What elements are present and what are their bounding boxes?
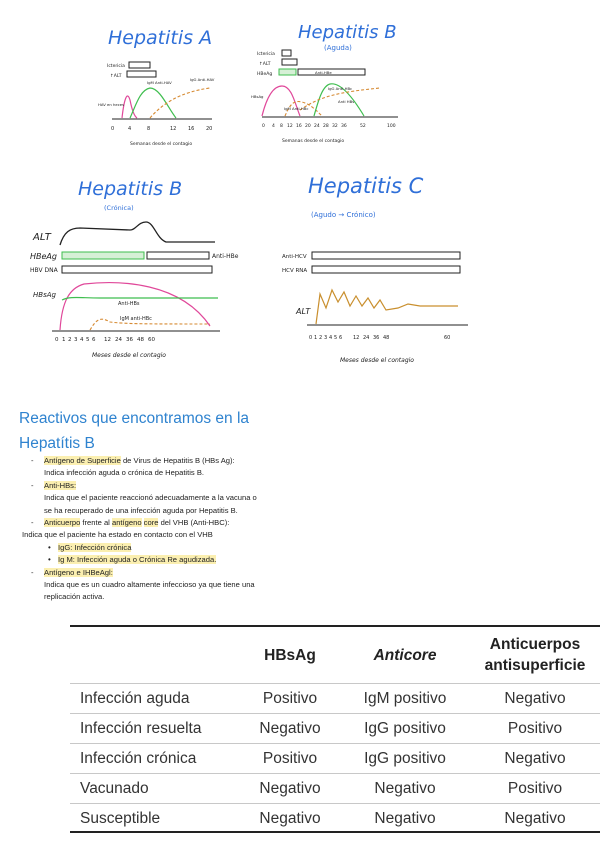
table-cell: Negativo [240, 774, 340, 804]
hep-a-igm-label: IgM Anti-HAV [147, 80, 172, 85]
hep-b-acute-antihbe-label: Anti-HBe [315, 70, 332, 75]
hep-c-antihcv-bar [312, 252, 460, 259]
item-text: del VHB (Anti-HBC): [158, 518, 230, 528]
dash-bullet: - [31, 480, 34, 490]
hep-c-tick-7: 12 [353, 335, 360, 341]
item-description: replicación activa. [44, 592, 105, 602]
hep-c-title: Hepatitis C [308, 174, 424, 198]
hep-b-chronic-igm-label: IgM anti-HBc [120, 316, 152, 322]
highlight: core [143, 518, 159, 528]
hep-b-chronic-antihbe-bar [147, 252, 209, 259]
hep-b-acute-tick-2: 8 [280, 124, 283, 129]
hep-c-tick-4: 4 [329, 335, 333, 341]
hep-c-tick-11: 60 [444, 335, 451, 341]
notes-list [22, 455, 342, 604]
table-cell: Positivo [240, 744, 340, 774]
table-cell: Susceptible [70, 804, 240, 834]
hep-a-tick-0: 0 [111, 126, 115, 132]
table-cell: Positivo [470, 774, 600, 804]
hep-b-acute-subtitle: (Aguda) [324, 44, 352, 52]
hep-a-row-label-1: Ictericia [107, 64, 125, 69]
hep-b-chronic-row-label-4: HBsAg [33, 291, 56, 299]
table-header-cell: HBsAg [264, 646, 316, 664]
hep-a-tick-1: 4 [128, 126, 132, 132]
hep-a-tick-4: 16 [188, 126, 195, 132]
hep-b-chronic-row-label-2: HBeAg [30, 252, 57, 261]
bullet-dot: • [48, 555, 51, 565]
hep-b-chronic-title: Hepatitis B [78, 178, 183, 200]
table-cell: Negativo [340, 804, 470, 834]
hep-b-acute-tick-8: 32 [332, 124, 338, 129]
hep-b-acute-row-label-3: HBeAg [257, 72, 273, 77]
table-cell: Negativo [340, 774, 470, 804]
table-header-cell [70, 627, 240, 684]
table-header-cell: Anticore [373, 646, 437, 664]
hep-b-acute-tick-1: 4 [272, 124, 275, 129]
table-cell: IgM positivo [340, 684, 470, 714]
table-row [70, 684, 600, 714]
sub-list-item [22, 542, 342, 554]
highlight: IgG: Infección crónica [58, 542, 132, 552]
list-item [22, 455, 342, 467]
hep-b-chronic-hbvdna-bar [62, 266, 212, 273]
table-cell: Infección crónica [70, 744, 240, 774]
hep-b-acute-axis-label: Semanas desde el contagio [282, 139, 345, 144]
hep-b-chronic-tick-5: 5 [86, 337, 90, 343]
table-cell: Positivo [470, 714, 600, 744]
list-item [22, 567, 342, 579]
hep-b-acute-hbsag-label: HBsAg [251, 94, 264, 99]
hep-b-acute-icterus-bar [282, 50, 291, 56]
hep-c-tick-10: 48 [383, 335, 390, 341]
hep-b-acute-tick-0: 0 [262, 124, 265, 129]
hep-b-acute-diagram [251, 22, 398, 144]
hep-b-chronic-row-label-3: HBV DNA [30, 267, 58, 274]
hep-b-acute-igm-label: IgM Anti-HBc [284, 106, 309, 111]
table-header-row [70, 627, 600, 684]
hep-c-diagram [282, 174, 468, 364]
hep-b-acute-tick-3: 12 [287, 124, 293, 129]
hep-b-acute-tick-9: 36 [341, 124, 347, 129]
hep-b-acute-antihbs-label: Anti HBs [338, 99, 355, 104]
item-description: Indica infección aguda o crónica de Hepatitis B. [44, 468, 204, 478]
hep-b-chronic-tick-11: 60 [148, 337, 155, 343]
bullet-dot: • [48, 542, 51, 552]
hep-b-chronic-antihbe-label: Anti-HBe [212, 253, 239, 260]
item-text: frente al [80, 518, 112, 528]
table-header-cell: Anticuerpos antisuperficie [484, 636, 586, 674]
hep-c-row-label-2: HCV RNA [282, 268, 308, 274]
hep-a-hav-label: HAV en heces [98, 102, 125, 107]
hep-c-tick-1: 1 [314, 335, 318, 341]
table-cell: IgG positivo [340, 714, 470, 744]
hep-c-alt-curve [316, 290, 458, 324]
hep-c-tick-9: 36 [373, 335, 380, 341]
hep-b-chronic-tick-10: 48 [137, 337, 144, 343]
hep-c-hcvrna-bar [312, 266, 460, 273]
hep-a-tick-2: 8 [147, 126, 151, 132]
hep-c-axis-label: Meses desde el contagio [340, 357, 414, 364]
serology-table [70, 625, 600, 833]
hep-b-chronic-hbeag-bar [62, 252, 144, 259]
hep-b-acute-row-label-1: Ictericia [257, 52, 275, 57]
hep-b-chronic-tick-3: 3 [74, 337, 78, 343]
table-cell: Positivo [240, 684, 340, 714]
hep-a-tick-3: 12 [170, 126, 177, 132]
hep-b-chronic-tick-0: 0 [55, 337, 59, 343]
highlight: Anticuerpo [44, 518, 81, 528]
hep-c-tick-8: 24 [363, 335, 370, 341]
item-description: Indica que el paciente reaccionó adecuadamente a la vacuna o [44, 493, 257, 503]
hep-c-tick-3: 3 [324, 335, 328, 341]
hep-a-title: Hepatitis A [108, 27, 213, 49]
highlight: Antígeno de Superficie [44, 456, 121, 465]
hep-b-chronic-axis-label: Meses desde el contagio [92, 352, 166, 359]
hep-b-chronic-tick-9: 36 [126, 337, 133, 343]
item-description: se ha recuperado de una infección aguda por Hepatitis B. [44, 505, 238, 515]
item-text: de Virus de Hepatitis B (HBs Ag): [120, 456, 235, 465]
table-cell: Negativo [470, 744, 600, 774]
hep-b-acute-row-label-2: ↑ALT [259, 62, 271, 67]
hep-b-chronic-antihbs-curve [62, 298, 218, 301]
hep-b-acute-alt-bar [282, 59, 297, 65]
hep-b-chronic-tick-1: 1 [62, 337, 66, 343]
hep-b-acute-tick-5: 20 [305, 124, 311, 129]
hep-a-row-label-2: ↑ALT [110, 74, 122, 79]
hep-b-chronic-row-label-1: ALT [33, 232, 51, 243]
hep-c-tick-5: 5 [334, 335, 338, 341]
table-row [70, 804, 600, 834]
hep-b-acute-tick-6: 24 [314, 124, 320, 129]
table-cell: Negativo [240, 714, 340, 744]
hep-b-chronic-alt-curve [60, 222, 215, 245]
hep-a-diagram [98, 27, 215, 147]
hep-b-chronic-subtitle: (Crónica) [104, 204, 134, 212]
hep-a-igm-curve [130, 88, 176, 118]
highlight: Ig M: Infección aguda o Crónica Re agudizada. [58, 555, 217, 565]
table-row [70, 744, 600, 774]
hep-a-axis-label: Semanas desde el contagio [130, 142, 193, 147]
list-item [22, 517, 342, 529]
hep-b-chronic-tick-6: 6 [92, 337, 96, 343]
list-item [22, 480, 342, 492]
hep-b-acute-tick-4: 16 [296, 124, 302, 129]
item-description: Indica que es un cuadro altamente infeccioso ya que tiene una [44, 580, 255, 590]
section-title: Reactivos que encontramos en la Hepatítis B [19, 410, 250, 452]
table-cell: Vacunado [70, 774, 240, 804]
table-cell: Negativo [240, 804, 340, 834]
table-cell: Infección aguda [70, 684, 240, 714]
hep-c-tick-6: 6 [339, 335, 343, 341]
table-row [70, 774, 600, 804]
hep-b-acute-tick-7: 28 [323, 124, 329, 129]
table-row [70, 714, 600, 744]
hep-b-chronic-diagram [30, 178, 239, 359]
hep-a-alt-bar [127, 71, 156, 77]
item-description: Indica que el paciente ha estado en contacto con el VHB [22, 530, 213, 540]
hep-b-chronic-tick-7: 12 [104, 337, 111, 343]
sub-list-item [22, 554, 342, 566]
hep-c-row-label-3: ALT [296, 307, 311, 316]
table-cell: Negativo [470, 804, 600, 834]
table-cell: Infección resuelta [70, 714, 240, 744]
dash-bullet: - [31, 456, 34, 465]
highlight: antígeno [111, 518, 142, 528]
hep-b-acute-title: Hepatitis B [298, 22, 397, 43]
hep-b-chronic-antihbs-label: Anti-HBs [118, 301, 140, 307]
hep-a-icterus-bar [129, 62, 150, 68]
table-cell: IgG positivo [340, 744, 470, 774]
hep-b-acute-igg-label: IgG Anti-HBc [328, 86, 353, 91]
hep-b-chronic-tick-8: 24 [115, 337, 122, 343]
hep-c-row-label-1: Anti-HCV [282, 254, 307, 260]
hep-b-acute-tick-11: 100 [387, 124, 396, 129]
hep-c-subtitle: (Agudo → Crónico) [311, 211, 376, 219]
hepatitis-diagrams [0, 0, 609, 400]
hep-b-chronic-tick-2: 2 [68, 337, 72, 343]
hep-a-igg-label: IgG Anti-HAV [190, 77, 215, 82]
hep-c-tick-0: 0 [309, 335, 313, 341]
hep-b-chronic-tick-4: 4 [80, 337, 84, 343]
hep-c-tick-2: 2 [319, 335, 323, 341]
dash-bullet: - [31, 567, 34, 577]
hep-b-acute-hbsag-curve [262, 86, 300, 116]
dash-bullet: - [31, 518, 34, 528]
table-cell: Negativo [470, 684, 600, 714]
highlight: Anti-HBs: [44, 480, 77, 490]
hep-a-tick-5: 20 [206, 126, 213, 132]
hep-b-acute-tick-10: 52 [360, 124, 366, 129]
highlight: Antígeno e IHBeAgl: [44, 567, 113, 577]
hep-b-acute-hbeag-bar [279, 69, 296, 75]
